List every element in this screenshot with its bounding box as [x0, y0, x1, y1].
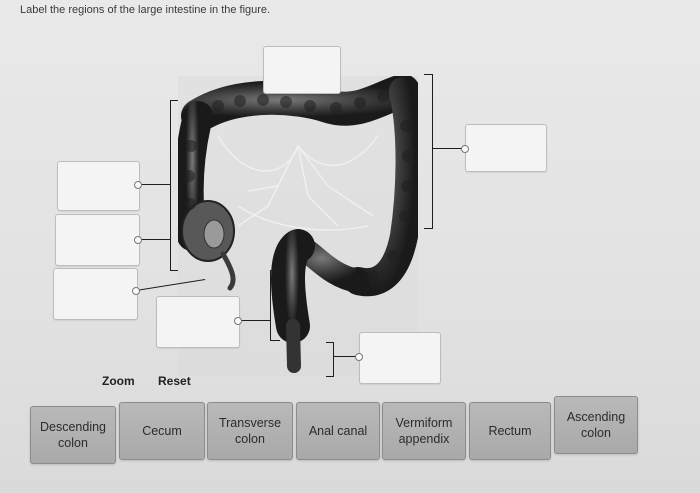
bracket-left: [170, 100, 171, 270]
bracket-right: [432, 74, 433, 228]
label-chip-rectum[interactable]: Rectum: [469, 402, 551, 460]
leader-left-2: [138, 239, 170, 240]
anchor-right: [461, 145, 469, 153]
instruction-text: Label the regions of the large intestine in the figure.: [20, 4, 271, 16]
bracket-rectum: [270, 270, 271, 340]
label-drop-target-middle[interactable]: [156, 296, 240, 348]
label-drop-target-left-3[interactable]: [53, 268, 138, 320]
label-chip-anal-canal[interactable]: Anal canal: [296, 402, 380, 460]
label-chip-vermiform-appendix[interactable]: Vermiform appendix: [382, 402, 466, 460]
reset-button[interactable]: Reset: [158, 374, 191, 388]
bracket-anal: [333, 342, 334, 376]
label-chip-cecum[interactable]: Cecum: [119, 402, 205, 460]
anchor-left-3: [132, 287, 140, 295]
bracket-left-top: [170, 100, 178, 101]
anchor-left-2: [134, 236, 142, 244]
label-chip-transverse-colon[interactable]: Transverse colon: [207, 402, 293, 460]
bracket-rectum-bottom: [270, 340, 280, 341]
label-drop-target-bottom-right[interactable]: [359, 332, 441, 384]
bracket-right-top: [424, 74, 433, 75]
bracket-anal-bottom: [326, 376, 334, 377]
anchor-bottom-right: [355, 353, 363, 361]
zoom-button[interactable]: Zoom: [102, 374, 135, 388]
leader-left-1: [138, 184, 170, 185]
bracket-right-bottom: [424, 228, 433, 229]
label-drop-target-right[interactable]: [465, 124, 547, 172]
label-drop-target-left-1[interactable]: [57, 161, 140, 211]
bracket-left-bottom: [170, 270, 178, 271]
label-drop-target-top[interactable]: [263, 46, 341, 94]
label-drop-target-left-2[interactable]: [55, 214, 140, 266]
anchor-middle: [234, 317, 242, 325]
label-chip-descending-colon[interactable]: Descending colon: [30, 406, 116, 464]
leader-middle: [238, 320, 270, 321]
anchor-left-1: [134, 181, 142, 189]
label-chip-ascending-colon[interactable]: Ascending colon: [554, 396, 638, 454]
bracket-rectum-top: [270, 270, 280, 271]
bracket-anal-top: [326, 342, 334, 343]
